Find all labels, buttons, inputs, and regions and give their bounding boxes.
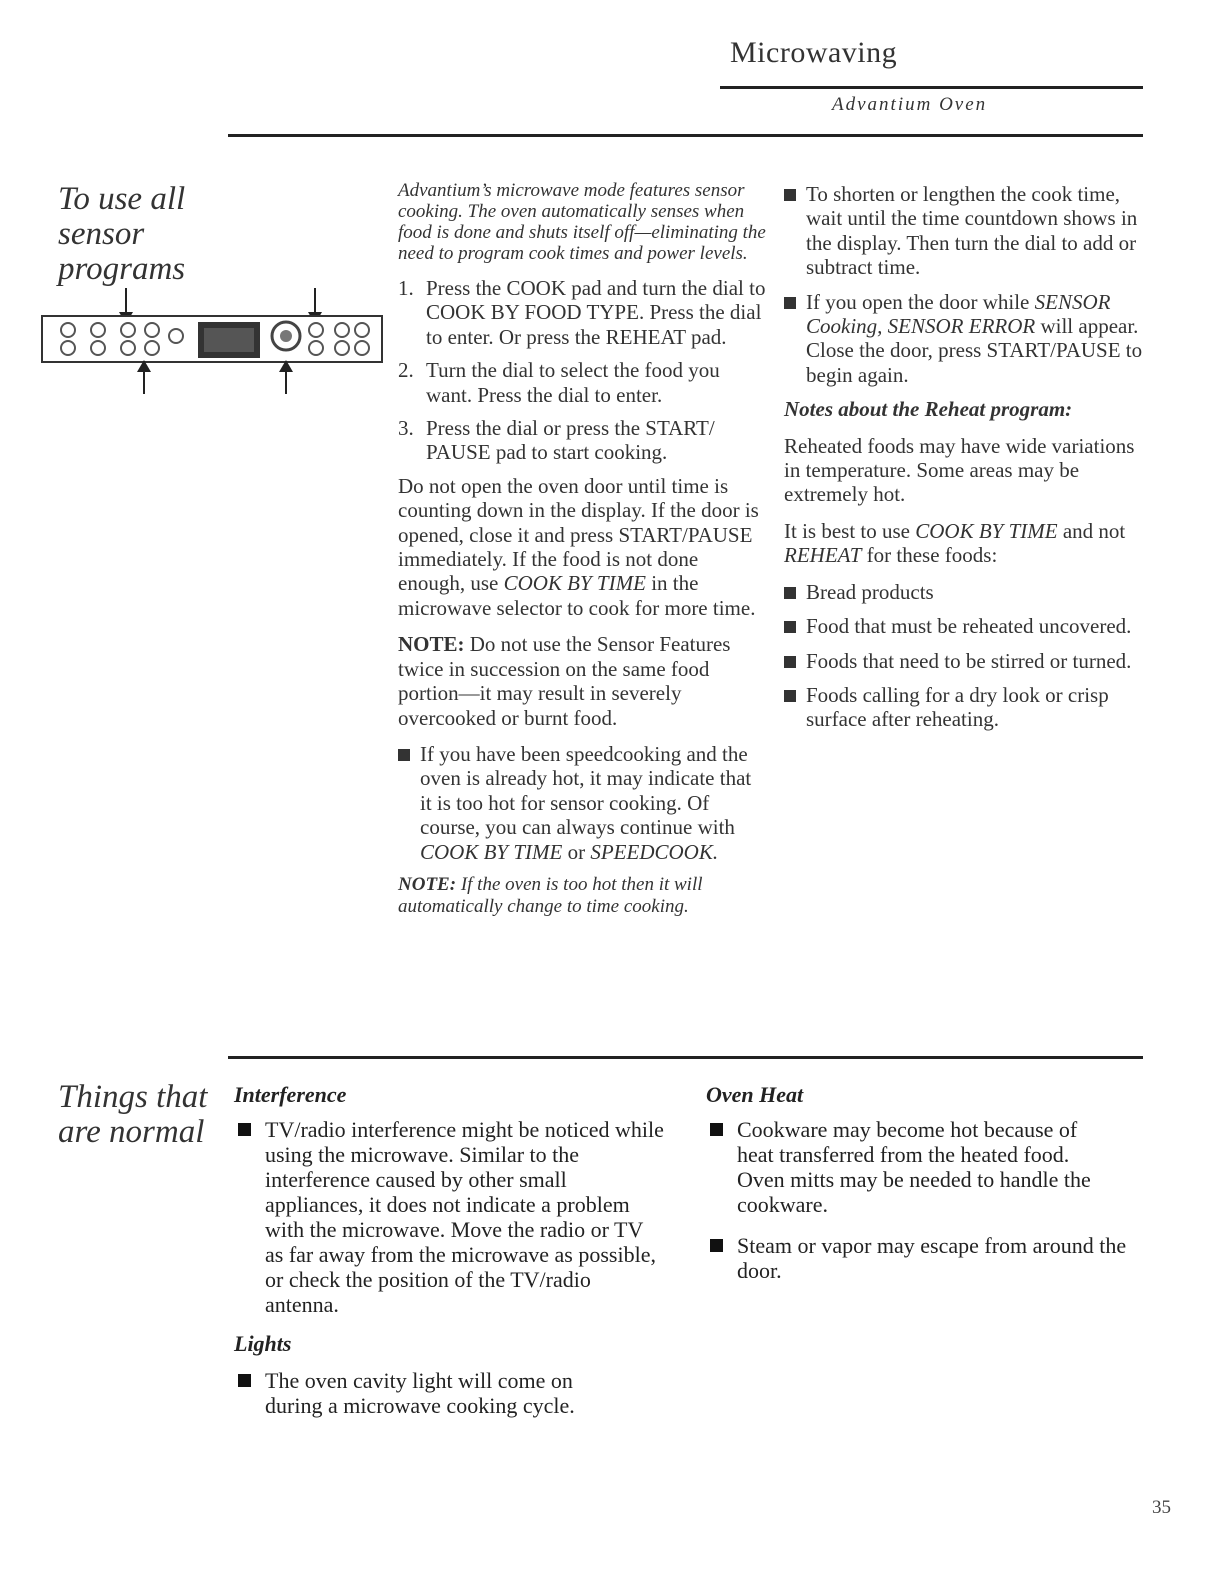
note-paragraph: NOTE: Do not use the Sensor Features twice in succession on the same food portion—it may result in severely overcooked or burnt food.: [398, 632, 731, 730]
food-item: Food that must be reheated uncovered.: [784, 614, 1144, 638]
section-divider: [228, 1056, 1143, 1059]
oven-heat-column: [706, 1082, 1136, 1293]
step-1: [398, 276, 768, 349]
bullet-square-icon: [784, 621, 796, 633]
bullet-square-icon: [238, 1123, 251, 1136]
oven-heat-bullet: Cookware may become hot because of heat transferred from the heated food. Oven mitts may be needed to handle the cookware.: [706, 1117, 1136, 1217]
step-3: [398, 416, 768, 465]
interference-bullet: TV/radio interference might be noticed while using the microwave. Similar to the interference caused by other small appliances, it does not indicate a problem with the microwave. Move the radio or TV as far away from the microwave as possible, or check the position of the TV/radio antenna.: [234, 1117, 684, 1317]
bullet-square-icon: [784, 297, 796, 309]
control-panel-diagram: [40, 288, 384, 398]
lights-heading: Lights: [234, 1331, 292, 1356]
reheat-para-2: It is best to use COOK BY TIME and not REHEAT for these foods:: [784, 518, 1126, 568]
step-text: Press the COOK pad and turn the dial to COOK BY FOOD TYPE. Press the dial to enter. Or press the REHEAT pad.: [426, 276, 766, 349]
food-item: Foods calling for a dry look or crisp surface after reheating.: [784, 683, 1144, 732]
door-paragraph: Do not open the oven door until time is counting down in the display. If the door is opened, close it and press START/PAUSE immediately. If the food is not done enough, use COOK BY TIME in the microwave selector to cook for more time.: [398, 473, 759, 620]
sensor-side-heading: To use all sensor programs: [58, 181, 186, 287]
step-text: Press the dial or press the START/ PAUSE pad to start cooking.: [426, 416, 715, 465]
normal-left-column: [234, 1082, 684, 1428]
step-number: 1.: [398, 276, 414, 300]
step-number: 2.: [398, 358, 414, 383]
header-rule: [720, 86, 1143, 89]
bullet-square-icon: [238, 1374, 251, 1387]
door-open-bullet: If you open the door while SENSOR Cooking, SENSOR ERROR will appear. Close the door, press START/PAUSE to begin again.: [784, 290, 1144, 388]
page-subtitle: Advantium Oven: [832, 94, 988, 115]
sensor-instructions: [398, 180, 768, 930]
step-2: [398, 358, 768, 407]
bullet-square-icon: [710, 1239, 723, 1252]
normal-side-heading: Things that are normal: [58, 1079, 208, 1150]
reheat-notes-heading: Notes about the Reheat program:: [784, 397, 1073, 422]
step-text: Turn the dial to select the food you want. Press the dial to enter.: [426, 358, 720, 407]
oven-heat-heading: Oven Heat: [706, 1082, 804, 1107]
reheat-para-1: Reheated foods may have wide variations in temperature. Some areas may be extremely hot.: [784, 433, 1135, 507]
page-number: 35: [1152, 1497, 1171, 1518]
bullet-square-icon: [784, 189, 796, 201]
sensor-intro: Advantium’s microwave mode features sensor cooking. The oven automatically senses when food is done and shuts itself off—eliminating the need to program cook times and power levels.: [398, 180, 766, 264]
lights-bullet: The oven cavity light will come on during a microwave cooking cycle.: [234, 1368, 684, 1418]
food-item: Foods that need to be stirred or turned.: [784, 649, 1144, 673]
note2-paragraph: NOTE: If the oven is too hot then it will automatically change to time cooking.: [398, 873, 703, 917]
page-section-title: Microwaving: [730, 36, 898, 69]
hot-oven-bullet: If you have been speedcooking and the oven is already hot, it may indicate that it is too hot for sensor cooking. Of course, you can always continue with COOK BY TIME or SPEEDCOOK.: [398, 742, 768, 864]
section-divider: [228, 134, 1143, 137]
bullet-square-icon: [784, 656, 796, 668]
bullet-square-icon: [710, 1123, 723, 1136]
reheat-notes: [784, 182, 1144, 742]
step-number: 3.: [398, 416, 414, 441]
bullet-square-icon: [398, 749, 410, 761]
oven-heat-bullet: Steam or vapor may escape from around the door.: [706, 1233, 1136, 1283]
interference-heading: Interference: [234, 1082, 347, 1107]
bullet-square-icon: [784, 587, 796, 599]
shorten-bullet: To shorten or lengthen the cook time, wait until the time countdown shows in the display. Then turn the dial to add or subtract time.: [784, 182, 1144, 280]
bullet-square-icon: [784, 690, 796, 702]
control-panel-illustration: [40, 288, 384, 403]
food-item: Bread products: [784, 580, 1144, 604]
